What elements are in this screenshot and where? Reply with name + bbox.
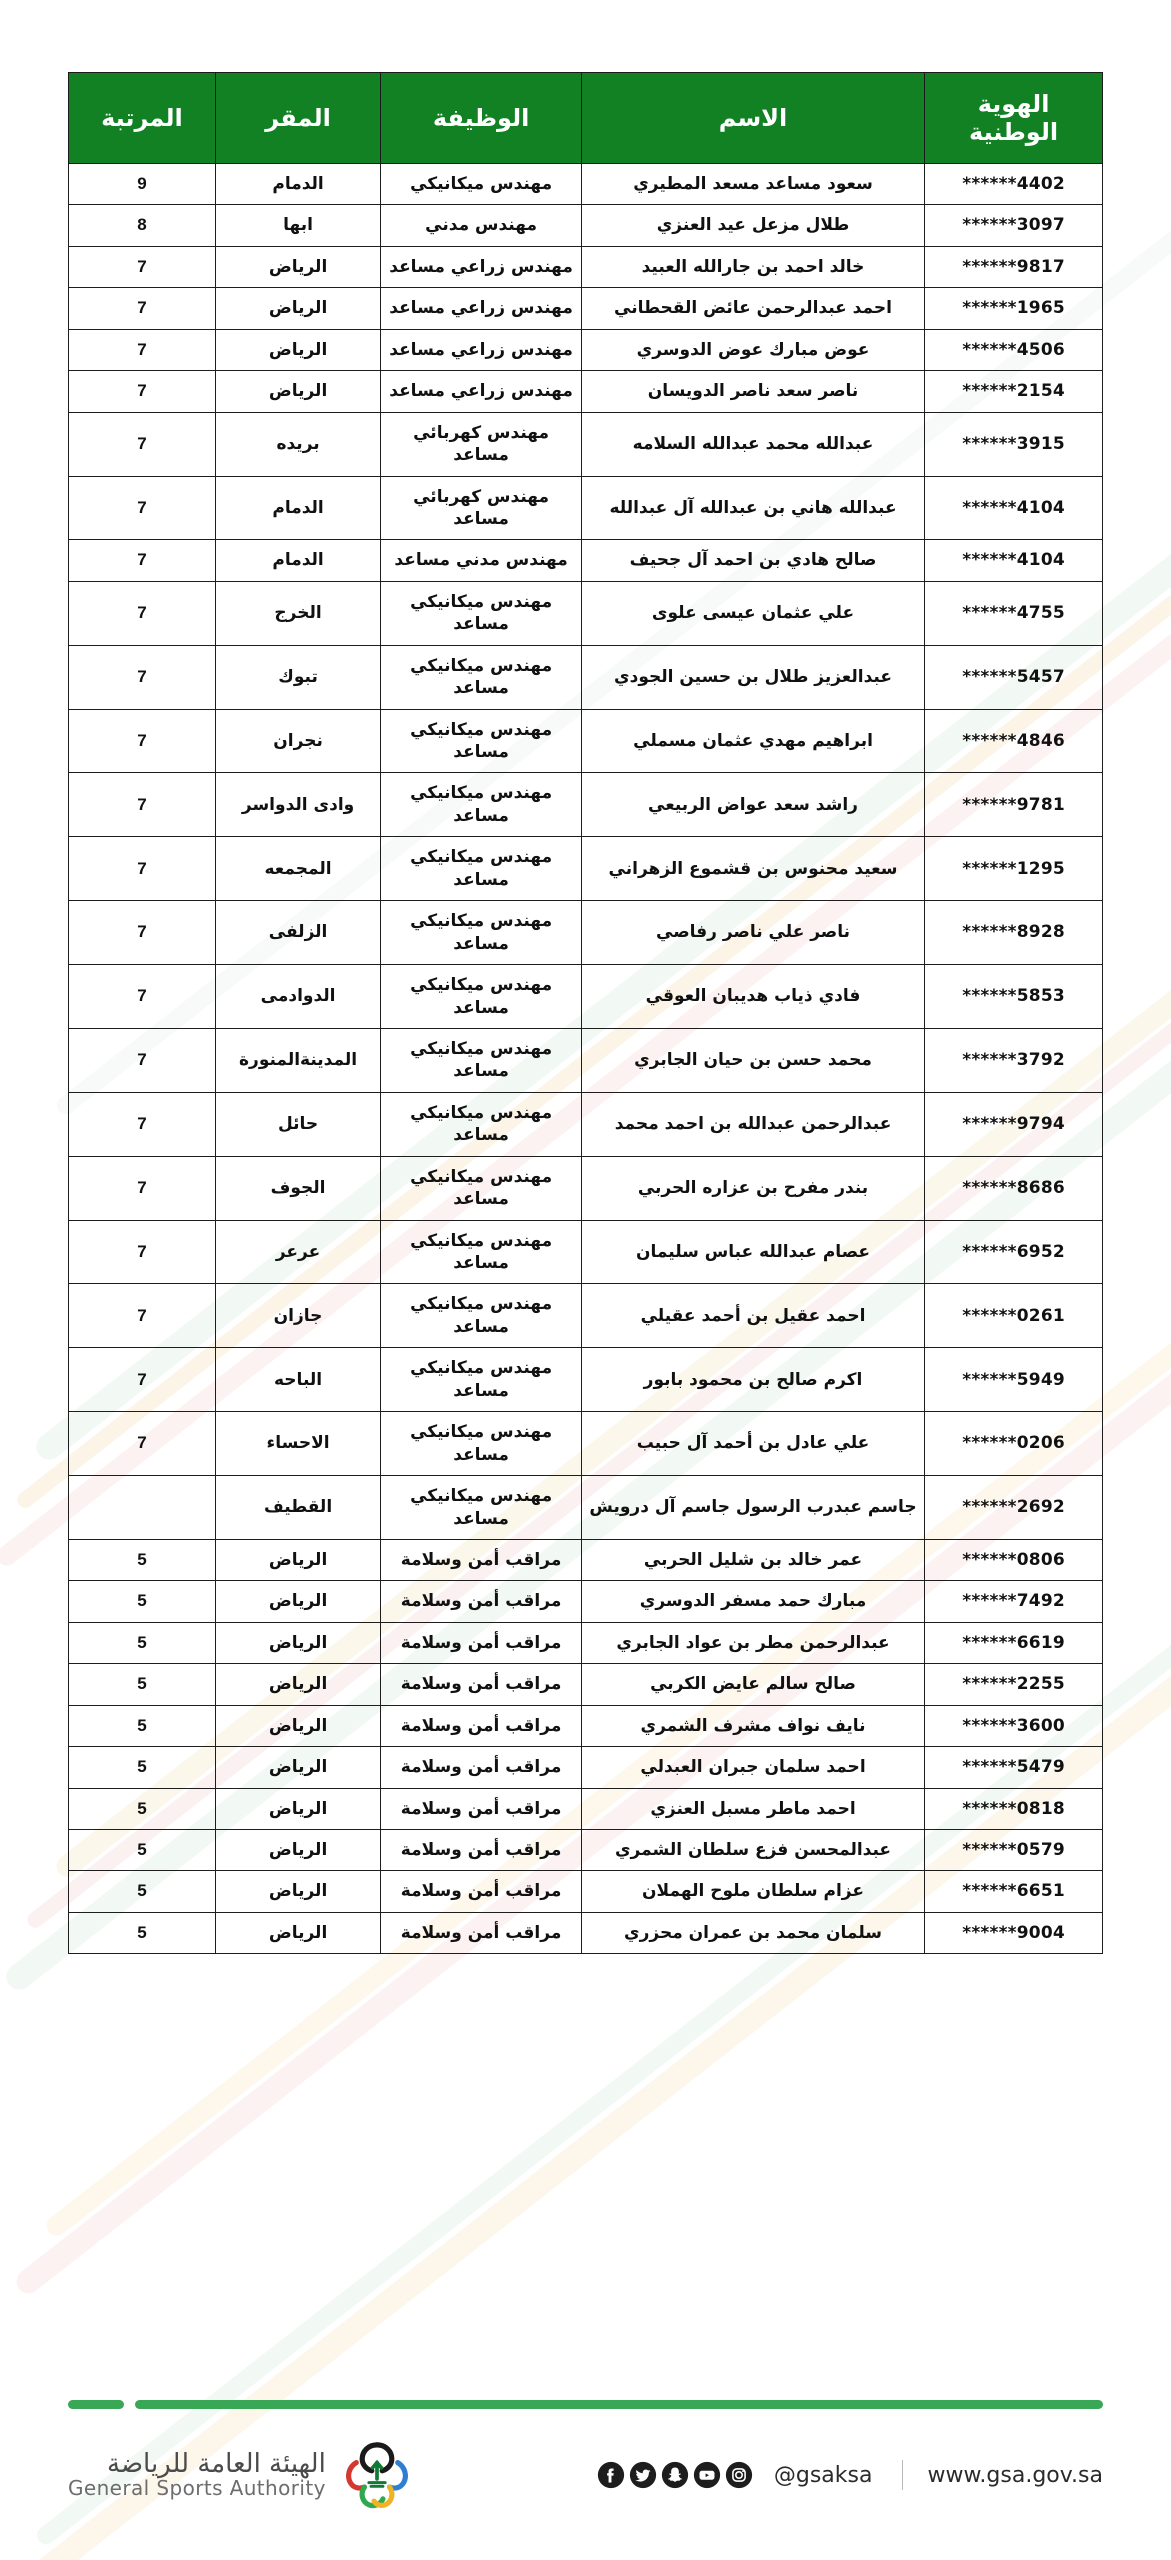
- cell-rank: 7: [69, 540, 216, 581]
- cell-job: مهندس مدني: [381, 205, 582, 246]
- cell-site: تبوك: [215, 645, 380, 709]
- cell-rank: 7: [69, 901, 216, 965]
- cell-id: 0579******: [925, 1830, 1103, 1871]
- table-row: [69, 581, 1103, 645]
- cell-site: الدمام: [215, 164, 380, 205]
- brand-name-english: General Sports Authority: [68, 2476, 326, 2501]
- column-header-national-id: الهوية الوطنية: [925, 73, 1103, 164]
- table-row: [69, 901, 1103, 965]
- cell-name: عبدالعزيز طلال بن حسين الجودي: [581, 645, 924, 709]
- cell-id: 5949******: [925, 1348, 1103, 1412]
- cell-name: علي عادل بن أحمد آل حبيب: [581, 1412, 924, 1476]
- cell-name: عبدالله هاني بن عبدالله آل عبدالله: [581, 476, 924, 540]
- cell-id: 2255******: [925, 1664, 1103, 1705]
- cell-site: الرياض: [215, 1705, 380, 1746]
- table-row: [69, 1220, 1103, 1284]
- table-row: [69, 329, 1103, 370]
- cell-rank: 7: [69, 1284, 216, 1348]
- cell-id: 5457******: [925, 645, 1103, 709]
- cell-id: 2692******: [925, 1476, 1103, 1540]
- cell-id: 4846******: [925, 709, 1103, 773]
- table-row: [69, 1092, 1103, 1156]
- cell-job: مهندس زراعي مساعد: [381, 288, 582, 329]
- cell-job: مراقب أمن وسلامة: [381, 1788, 582, 1829]
- cell-name: عبدالمحسن فزع سلطان الشمري: [581, 1830, 924, 1871]
- cell-rank: 7: [69, 645, 216, 709]
- cell-rank: 8: [69, 205, 216, 246]
- table-body: [69, 164, 1103, 1954]
- table-row: [69, 1581, 1103, 1622]
- cell-name: عوض مبارك عوض الدوسري: [581, 329, 924, 370]
- cell-site: الدمام: [215, 540, 380, 581]
- cell-id: 4104******: [925, 540, 1103, 581]
- cell-rank: 5: [69, 1871, 216, 1912]
- cell-id: 6651******: [925, 1871, 1103, 1912]
- gsa-flower-logo-icon: [340, 2436, 414, 2514]
- cell-site: القطيف: [215, 1476, 380, 1540]
- table-row: [69, 837, 1103, 901]
- cell-rank: 7: [69, 773, 216, 837]
- cell-site: الرياض: [215, 371, 380, 412]
- table-row: [69, 1476, 1103, 1540]
- cell-id: 3097******: [925, 205, 1103, 246]
- cell-site: وادى الدواسر: [215, 773, 380, 837]
- table-header: [69, 73, 1103, 164]
- cell-id: 8686******: [925, 1156, 1103, 1220]
- cell-job: مهندس ميكانيكي مساعد: [381, 1156, 582, 1220]
- cell-job: مراقب أمن وسلامة: [381, 1581, 582, 1622]
- table-row: [69, 371, 1103, 412]
- column-header-rank: المرتبة: [69, 73, 216, 164]
- cell-name: نايف نواف مشرف الشمري: [581, 1705, 924, 1746]
- cell-id: 4402******: [925, 164, 1103, 205]
- cell-job: مراقب أمن وسلامة: [381, 1539, 582, 1580]
- cell-name: خالد احمد بن جارالله العبيد: [581, 246, 924, 287]
- cell-job: مهندس ميكانيكي مساعد: [381, 1476, 582, 1540]
- cell-id: 8928******: [925, 901, 1103, 965]
- cell-site: نجران: [215, 709, 380, 773]
- cell-rank: 7: [69, 246, 216, 287]
- footer-content: [68, 2436, 1103, 2514]
- cell-site: جازان: [215, 1284, 380, 1348]
- cell-job: مراقب أمن وسلامة: [381, 1705, 582, 1746]
- cell-site: عرعر: [215, 1220, 380, 1284]
- cell-job: مهندس زراعي مساعد: [381, 371, 582, 412]
- table-row: [69, 1747, 1103, 1788]
- cell-id: 0818******: [925, 1788, 1103, 1829]
- cell-site: الرياض: [215, 1830, 380, 1871]
- cell-rank: 7: [69, 1220, 216, 1284]
- table-row: [69, 288, 1103, 329]
- cell-rank: 5: [69, 1788, 216, 1829]
- cell-id: 7492******: [925, 1581, 1103, 1622]
- cell-job: مهندس ميكانيكي مساعد: [381, 901, 582, 965]
- cell-id: 5853******: [925, 965, 1103, 1029]
- cell-id: 9781******: [925, 773, 1103, 837]
- social-icon-group: [596, 2460, 754, 2490]
- cell-site: الدوادمى: [215, 965, 380, 1029]
- cell-rank: 7: [69, 371, 216, 412]
- cell-id: 3915******: [925, 412, 1103, 476]
- column-header-name: الاسم: [581, 73, 924, 164]
- cell-site: الرياض: [215, 1664, 380, 1705]
- cell-job: مهندس ميكانيكي: [381, 164, 582, 205]
- divider-dash-long: [135, 2400, 1103, 2409]
- cell-site: بريده: [215, 412, 380, 476]
- cell-name: فادي ذياب هديبان العوقي: [581, 965, 924, 1029]
- column-header-site: المقر: [215, 73, 380, 164]
- cell-site: الجوف: [215, 1156, 380, 1220]
- cell-rank: 7: [69, 709, 216, 773]
- cell-rank: 5: [69, 1622, 216, 1663]
- social-bar: [596, 2460, 1103, 2490]
- cell-job: مهندس ميكانيكي مساعد: [381, 645, 582, 709]
- snapchat-icon[interactable]: [660, 2460, 690, 2490]
- cell-job: مراقب أمن وسلامة: [381, 1622, 582, 1663]
- cell-id: 9004******: [925, 1912, 1103, 1953]
- cell-rank: 7: [69, 1412, 216, 1476]
- brand-text: [68, 2450, 326, 2500]
- cell-rank: 7: [69, 837, 216, 901]
- cell-site: الرياض: [215, 1871, 380, 1912]
- cell-name: صالح سالم عايض الكربي: [581, 1664, 924, 1705]
- cell-job: مهندس ميكانيكي مساعد: [381, 709, 582, 773]
- column-header-job: الوظيفة: [381, 73, 582, 164]
- cell-job: مهندس ميكانيكي مساعد: [381, 1028, 582, 1092]
- cell-site: الاحساء: [215, 1412, 380, 1476]
- cell-rank: 7: [69, 1156, 216, 1220]
- cell-job: مراقب أمن وسلامة: [381, 1747, 582, 1788]
- cell-job: مهندس ميكانيكي مساعد: [381, 837, 582, 901]
- table-row: [69, 1664, 1103, 1705]
- cell-site: الرياض: [215, 1912, 380, 1953]
- table-row: [69, 965, 1103, 1029]
- cell-id: 6619******: [925, 1622, 1103, 1663]
- cell-name: طلال مزعل عيد العنزي: [581, 205, 924, 246]
- cell-rank: 7: [69, 412, 216, 476]
- cell-name: بندر مفرح بن عزاره الحربي: [581, 1156, 924, 1220]
- cell-job: مهندس زراعي مساعد: [381, 329, 582, 370]
- roster-table-container: [68, 72, 1103, 1954]
- cell-rank: 7: [69, 965, 216, 1029]
- cell-id: 0261******: [925, 1284, 1103, 1348]
- cell-rank: 5: [69, 1912, 216, 1953]
- header-row: [69, 73, 1103, 164]
- cell-name: مبارك حمد مسفر الدوسري: [581, 1581, 924, 1622]
- cell-name: ابراهيم مهدي عثمان مسملي: [581, 709, 924, 773]
- cell-site: الرياض: [215, 329, 380, 370]
- cell-id: 9817******: [925, 246, 1103, 287]
- cell-id: 3792******: [925, 1028, 1103, 1092]
- cell-name: احمد عبدالرحمن عائض القحطاني: [581, 288, 924, 329]
- cell-job: مهندس ميكانيكي مساعد: [381, 965, 582, 1029]
- cell-name: عزام سلطان ملوح الهملان: [581, 1871, 924, 1912]
- cell-site: الباحه: [215, 1348, 380, 1412]
- cell-job: مهندس ميكانيكي مساعد: [381, 1284, 582, 1348]
- cell-job: مهندس ميكانيكي مساعد: [381, 1092, 582, 1156]
- cell-site: ابها: [215, 205, 380, 246]
- cell-name: اكرم صالح بن محمود بابور: [581, 1348, 924, 1412]
- cell-rank: 5: [69, 1664, 216, 1705]
- table-row: [69, 1705, 1103, 1746]
- cell-job: مهندس ميكانيكي مساعد: [381, 773, 582, 837]
- table-row: [69, 645, 1103, 709]
- facebook-icon[interactable]: [596, 2460, 626, 2490]
- table-row: [69, 1871, 1103, 1912]
- cell-id: 4755******: [925, 581, 1103, 645]
- cell-name: سعود مساعد مسعد المطيري: [581, 164, 924, 205]
- cell-name: احمد ماطر مسبل العنزي: [581, 1788, 924, 1829]
- youtube-icon[interactable]: [692, 2460, 722, 2490]
- cell-name: سلمان محمد بن عمران محزري: [581, 1912, 924, 1953]
- cell-id: 3600******: [925, 1705, 1103, 1746]
- cell-site: الرياض: [215, 1581, 380, 1622]
- instagram-icon[interactable]: [724, 2460, 754, 2490]
- cell-name: عمر خالد بن شليل الحربي: [581, 1539, 924, 1580]
- table-row: [69, 1348, 1103, 1412]
- table-row: [69, 1788, 1103, 1829]
- table-row: [69, 205, 1103, 246]
- cell-job: مراقب أمن وسلامة: [381, 1664, 582, 1705]
- cell-job: مهندس زراعي مساعد: [381, 246, 582, 287]
- cell-name: سعيد محنوس بن قشموع الزهراني: [581, 837, 924, 901]
- cell-job: مهندس ميكانيكي مساعد: [381, 581, 582, 645]
- roster-table: [68, 72, 1103, 1954]
- cell-job: مهندس كهربائي مساعد: [381, 476, 582, 540]
- cell-site: الرياض: [215, 1622, 380, 1663]
- table-row: [69, 1622, 1103, 1663]
- cell-name: احمد عقيل بن أحمد عقيلي: [581, 1284, 924, 1348]
- cell-site: الرياض: [215, 246, 380, 287]
- cell-site: حائل: [215, 1092, 380, 1156]
- cell-rank: 5: [69, 1539, 216, 1580]
- cell-name: محمد حسن بن حيان الجابري: [581, 1028, 924, 1092]
- table-row: [69, 1412, 1103, 1476]
- table-row: [69, 773, 1103, 837]
- cell-id: 1965******: [925, 288, 1103, 329]
- cell-job: مهندس ميكانيكي مساعد: [381, 1412, 582, 1476]
- cell-id: 9794******: [925, 1092, 1103, 1156]
- cell-job: مراقب أمن وسلامة: [381, 1871, 582, 1912]
- cell-rank: 7: [69, 1092, 216, 1156]
- cell-name: احمد سلمان جبران العبدلي: [581, 1747, 924, 1788]
- cell-site: الرياض: [215, 1788, 380, 1829]
- table-row: [69, 709, 1103, 773]
- cell-rank: [69, 1476, 216, 1540]
- cell-rank: 7: [69, 581, 216, 645]
- cell-job: مهندس كهربائي مساعد: [381, 412, 582, 476]
- cell-name: عبدالرحمن عبدالله بن احمد محمد: [581, 1092, 924, 1156]
- cell-id: 6952******: [925, 1220, 1103, 1284]
- table-row: [69, 246, 1103, 287]
- cell-job: مراقب أمن وسلامة: [381, 1830, 582, 1871]
- cell-name: جاسم عبدرب الرسول جاسم آل درويش: [581, 1476, 924, 1540]
- page-footer: [0, 2400, 1171, 2560]
- cell-id: 4506******: [925, 329, 1103, 370]
- cell-site: الزلفى: [215, 901, 380, 965]
- cell-id: 1295******: [925, 837, 1103, 901]
- table-row: [69, 476, 1103, 540]
- table-row: [69, 164, 1103, 205]
- cell-site: الرياض: [215, 288, 380, 329]
- cell-name: عبدالله محمد عبدالله السلامه: [581, 412, 924, 476]
- cell-name: عصام عبدالله عباس سليمان: [581, 1220, 924, 1284]
- cell-site: الخرج: [215, 581, 380, 645]
- footer-separator: [902, 2460, 903, 2490]
- cell-rank: 9: [69, 164, 216, 205]
- cell-site: المدينةالمنورة: [215, 1028, 380, 1092]
- cell-site: الدمام: [215, 476, 380, 540]
- cell-job: مهندس ميكانيكي مساعد: [381, 1220, 582, 1284]
- divider-dash-short: [68, 2400, 124, 2409]
- cell-rank: 5: [69, 1830, 216, 1871]
- cell-job: مراقب أمن وسلامة: [381, 1912, 582, 1953]
- cell-name: ناصر سعد ناصر الدويسان: [581, 371, 924, 412]
- table-row: [69, 1028, 1103, 1092]
- cell-id: 2154******: [925, 371, 1103, 412]
- cell-site: الرياض: [215, 1747, 380, 1788]
- cell-site: المجمعه: [215, 837, 380, 901]
- brand-name-arabic: الهيئة العامة للرياضة: [107, 2449, 326, 2480]
- twitter-icon[interactable]: [628, 2460, 658, 2490]
- cell-job: مهندس ميكانيكي مساعد: [381, 1348, 582, 1412]
- table-row: [69, 412, 1103, 476]
- cell-name: ناصر علي ناصر رفاصي: [581, 901, 924, 965]
- cell-name: صالح هادي بن احمد آل جحيف: [581, 540, 924, 581]
- cell-id: 0806******: [925, 1539, 1103, 1580]
- cell-name: راشد سعد عواض الربيعي: [581, 773, 924, 837]
- footer-divider: [68, 2400, 1103, 2409]
- table-row: [69, 1830, 1103, 1871]
- social-handle: @gsaksa: [773, 2462, 873, 2488]
- cell-name: علي عثمان عيسى علوى: [581, 581, 924, 645]
- table-row: [69, 1912, 1103, 1953]
- cell-rank: 5: [69, 1705, 216, 1746]
- website-url: www.gsa.gov.sa: [927, 2462, 1103, 2488]
- cell-id: 5479******: [925, 1747, 1103, 1788]
- table-row: [69, 1539, 1103, 1580]
- table-row: [69, 1284, 1103, 1348]
- table-row: [69, 1156, 1103, 1220]
- gsa-logo: [68, 2436, 414, 2514]
- cell-rank: 7: [69, 1348, 216, 1412]
- cell-name: عبدالرحمن مطر بن عواد الجابري: [581, 1622, 924, 1663]
- cell-rank: 7: [69, 288, 216, 329]
- cell-id: 0206******: [925, 1412, 1103, 1476]
- cell-site: الرياض: [215, 1539, 380, 1580]
- cell-rank: 7: [69, 329, 216, 370]
- table-row: [69, 540, 1103, 581]
- cell-id: 4104******: [925, 476, 1103, 540]
- cell-rank: 5: [69, 1581, 216, 1622]
- cell-job: مهندس مدني مساعد: [381, 540, 582, 581]
- cell-rank: 5: [69, 1747, 216, 1788]
- cell-rank: 7: [69, 476, 216, 540]
- cell-rank: 7: [69, 1028, 216, 1092]
